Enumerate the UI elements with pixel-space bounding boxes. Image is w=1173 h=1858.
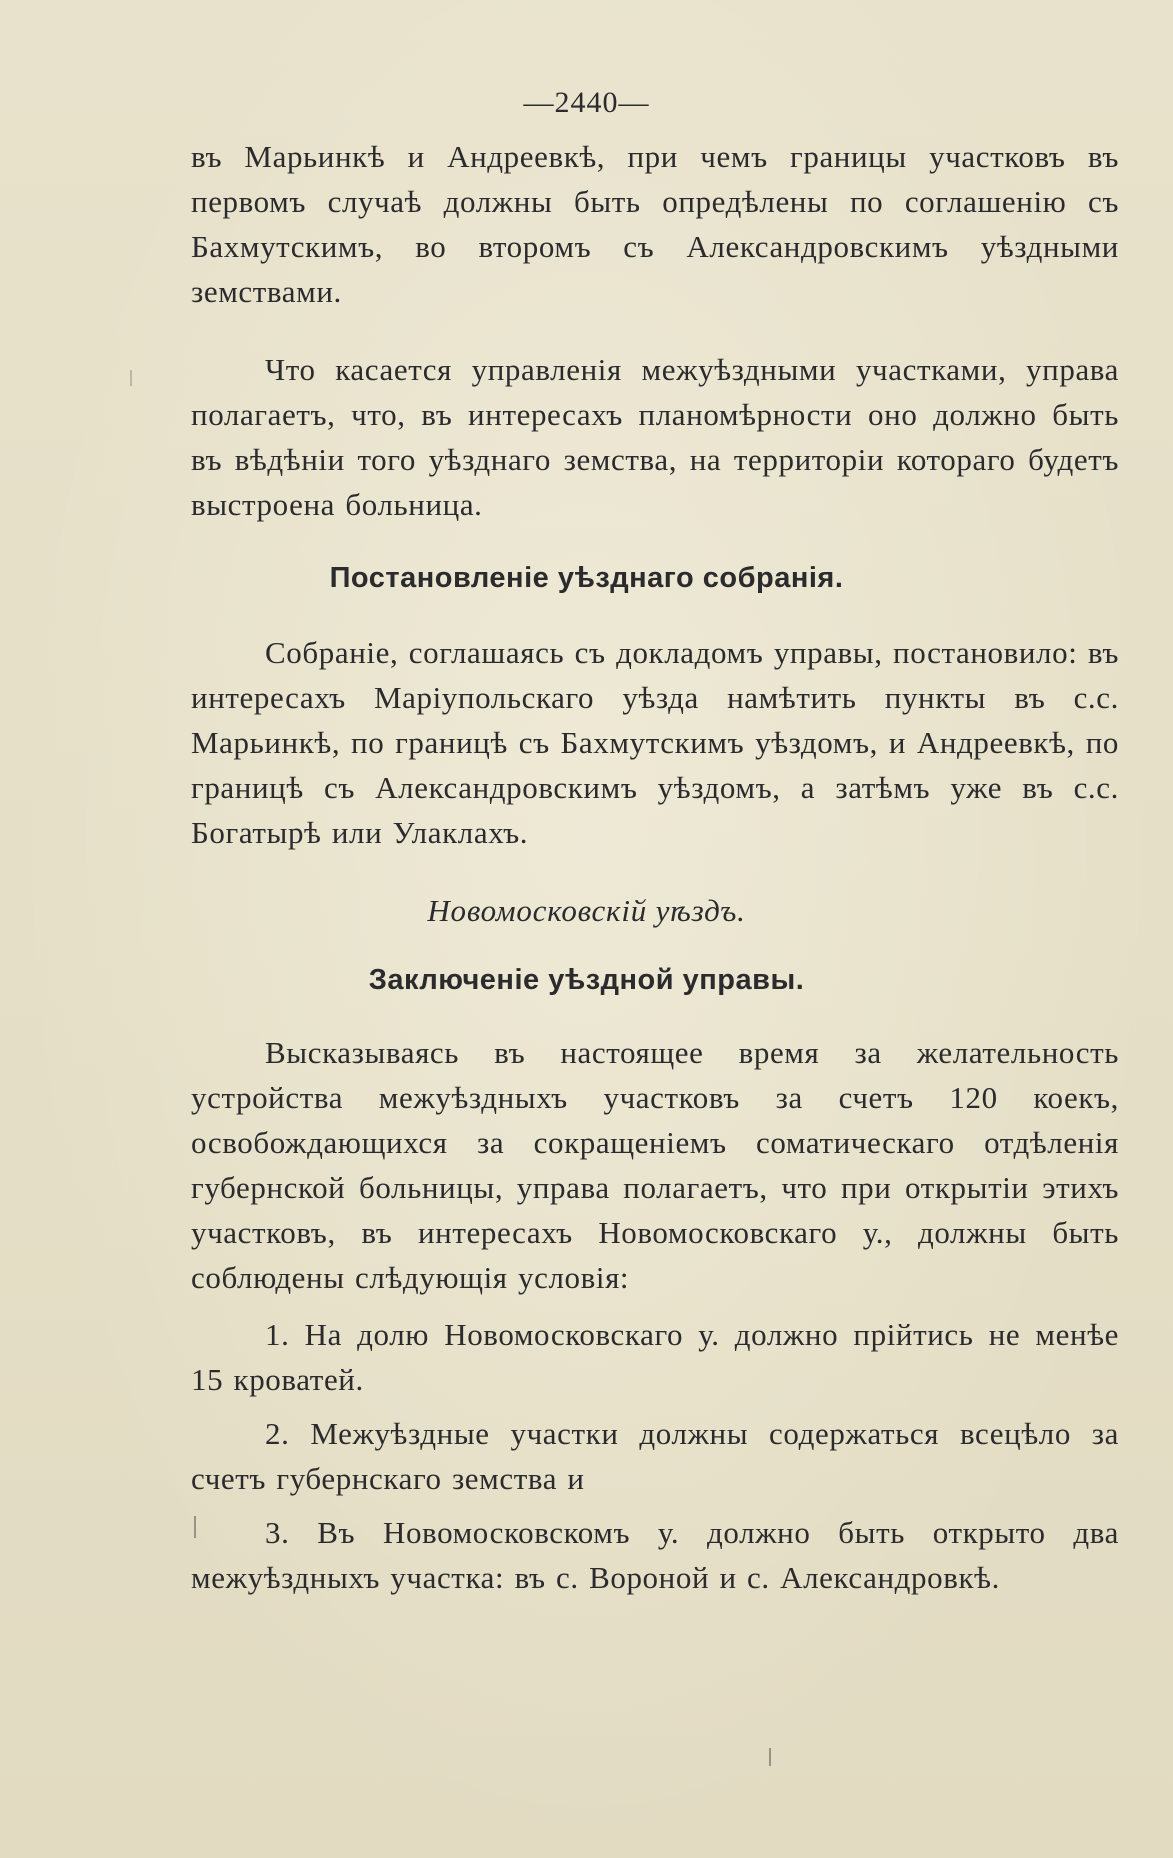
paragraph-conclusion: Высказываясь въ настоящее время за желательность устройства межуѣздныхъ участковъ за счетъ 120 коекъ, освобождающихся за сокращеніемъ соматическаго отдѣленія губернской больницы, управа полагаетъ, что при открытіи этихъ участковъ, въ интересахъ Новомосковскаго у., должны быть соблюдены слѣдующія условія: [191, 1035, 1119, 1295]
paragraph-assembly-resolution: Собраніе, соглашаясь съ докладомъ управы, постановило: въ интересахъ Маріупольскаго уѣзда намѣтить пункты въ с.с. Марьинкѣ, по границѣ съ Бахмутскимъ уѣздомъ, и Андреевкѣ, по границѣ съ Александровскимъ уѣздомъ, а затѣмъ уже въ с.с. Богатырѣ или Улаклахъ. [191, 635, 1119, 850]
scan-speck [194, 1516, 196, 1538]
heading-conclusion: Заключеніе уѣздной управы. [368, 964, 805, 996]
list-item-3: 3. Въ Новомосковскомъ у. должно быть открыто два межуѣздныхъ участка: въ с. Вороной и с. Александровкѣ. [191, 1515, 1119, 1595]
page-number: —2440— [523, 86, 650, 119]
subheading-district: Новомосковскій уѣздъ. [427, 893, 746, 928]
scan-speck [130, 370, 132, 386]
heading-resolution: Постановленіе уѣзднаго собранія. [329, 562, 844, 594]
paragraph-continuation: въ Марьинкѣ и Андреевкѣ, при чемъ границы участковъ въ первомъ случаѣ должны быть опредѣлены по соглашенію съ Бахмутскимъ, во второмъ съ Александровскимъ уѣздными земствами. [191, 139, 1119, 309]
scan-speck [769, 1748, 771, 1766]
paragraph-management: Что касается управленія межуѣздными участками, управа полагаетъ, что, въ интересахъ планомѣрности оно должно быть въ вѣдѣніи того уѣзднаго земства, на территоріи котораго будетъ выстроена больница. [191, 352, 1119, 522]
list-item-2: 2. Межуѣздные участки должны содержаться всецѣло за счетъ губернскаго земства и [191, 1416, 1119, 1496]
list-item-1: 1. На долю Новомосковскаго у. должно прійтись не менѣе 15 кроватей. [191, 1317, 1119, 1397]
